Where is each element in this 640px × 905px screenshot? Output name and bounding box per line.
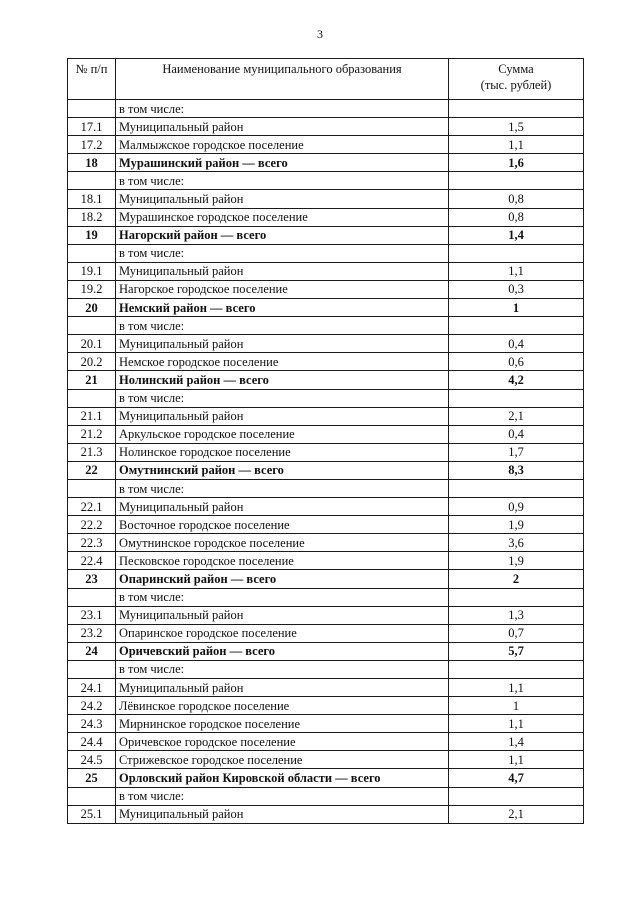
cell-number: 17.2 xyxy=(68,136,116,154)
table-row-total xyxy=(68,226,584,244)
cell-name: Нагорское городское поселение xyxy=(116,280,449,298)
cell-name: Муниципальный район xyxy=(116,679,449,697)
table-row-total xyxy=(68,299,584,317)
cell-number: 22.2 xyxy=(68,516,116,534)
cell-number: 23.1 xyxy=(68,606,116,624)
table-row xyxy=(68,606,584,624)
cell-name: Орловский район Кировской области — всего xyxy=(116,769,449,787)
cell-sum: 1 xyxy=(449,697,584,715)
cell-number: 18 xyxy=(68,154,116,172)
cell-name: Лёвинское городское поселение xyxy=(116,697,449,715)
table-row xyxy=(68,715,584,733)
cell-name: Оричевское городское поселение xyxy=(116,733,449,751)
table-row xyxy=(68,118,584,136)
cell-sum: 1,1 xyxy=(449,715,584,733)
table-row xyxy=(68,751,584,769)
cell-number: 22.1 xyxy=(68,498,116,516)
cell-name: Нолинское городское поселение xyxy=(116,443,449,461)
cell-number: 22 xyxy=(68,461,116,479)
table-row xyxy=(68,280,584,298)
table-row xyxy=(68,443,584,461)
cell-name: Муниципальный район xyxy=(116,498,449,516)
page-number: 3 xyxy=(317,27,323,41)
cell-sum xyxy=(449,660,584,678)
table-row-total xyxy=(68,642,584,660)
table-row xyxy=(68,733,584,751)
table-row xyxy=(68,190,584,208)
cell-name: Стрижевское городское поселение xyxy=(116,751,449,769)
cell-name: Нолинский район — всего xyxy=(116,371,449,389)
cell-sum: 1,9 xyxy=(449,516,584,534)
cell-name: Мурашинское городское поселение xyxy=(116,208,449,226)
table-row-subheading xyxy=(68,244,584,262)
cell-name: Малмыжское городское поселение xyxy=(116,136,449,154)
table-row xyxy=(68,498,584,516)
cell-number: 21 xyxy=(68,371,116,389)
budget-table xyxy=(67,58,584,824)
table-body xyxy=(68,100,584,824)
cell-name: в том числе: xyxy=(116,172,449,190)
table-row xyxy=(68,425,584,443)
cell-name: Опаринское городское поселение xyxy=(116,624,449,642)
cell-sum: 1,3 xyxy=(449,606,584,624)
cell-sum xyxy=(449,100,584,118)
cell-name: Песковское городское поселение xyxy=(116,552,449,570)
cell-name: Опаринский район — всего xyxy=(116,570,449,588)
cell-number xyxy=(68,244,116,262)
cell-sum: 1,4 xyxy=(449,226,584,244)
cell-name: Оричевский район — всего xyxy=(116,642,449,660)
cell-number: 19 xyxy=(68,226,116,244)
header-number: № п/п xyxy=(68,59,116,100)
table-row xyxy=(68,136,584,154)
table-row-subheading xyxy=(68,172,584,190)
cell-sum xyxy=(449,317,584,335)
cell-name: в том числе: xyxy=(116,787,449,805)
cell-sum: 1,1 xyxy=(449,751,584,769)
cell-sum xyxy=(449,588,584,606)
cell-sum: 1,5 xyxy=(449,118,584,136)
table-row-subheading xyxy=(68,317,584,335)
table-row-total xyxy=(68,154,584,172)
table-row-total xyxy=(68,371,584,389)
cell-sum: 2,1 xyxy=(449,805,584,823)
cell-name: Мурашинский район — всего xyxy=(116,154,449,172)
cell-number: 17.1 xyxy=(68,118,116,136)
table-row-total xyxy=(68,461,584,479)
table-row xyxy=(68,552,584,570)
cell-sum: 3,6 xyxy=(449,534,584,552)
cell-name: в том числе: xyxy=(116,588,449,606)
table-row-subheading xyxy=(68,479,584,497)
cell-name: Муниципальный район xyxy=(116,262,449,280)
cell-name: в том числе: xyxy=(116,100,449,118)
table-header-row xyxy=(68,59,584,100)
cell-number: 23.2 xyxy=(68,624,116,642)
table-row xyxy=(68,534,584,552)
cell-number: 20.2 xyxy=(68,353,116,371)
cell-sum: 4,2 xyxy=(449,371,584,389)
cell-sum xyxy=(449,172,584,190)
cell-number xyxy=(68,588,116,606)
table-row xyxy=(68,335,584,353)
cell-number xyxy=(68,172,116,190)
cell-number: 25 xyxy=(68,769,116,787)
cell-sum: 0,8 xyxy=(449,208,584,226)
cell-sum: 0,6 xyxy=(449,353,584,371)
cell-number: 24.3 xyxy=(68,715,116,733)
table-row xyxy=(68,208,584,226)
cell-name: Аркульское городское поселение xyxy=(116,425,449,443)
cell-number: 20.1 xyxy=(68,335,116,353)
cell-sum: 2 xyxy=(449,570,584,588)
table-row-subheading xyxy=(68,660,584,678)
cell-name: в том числе: xyxy=(116,660,449,678)
cell-sum: 0,7 xyxy=(449,624,584,642)
table-row xyxy=(68,262,584,280)
cell-number: 19.2 xyxy=(68,280,116,298)
cell-name: в том числе: xyxy=(116,244,449,262)
cell-number: 24 xyxy=(68,642,116,660)
table-row-subheading xyxy=(68,588,584,606)
table-row-total xyxy=(68,570,584,588)
cell-sum: 1,7 xyxy=(449,443,584,461)
cell-name: Немский район — всего xyxy=(116,299,449,317)
table-row xyxy=(68,353,584,371)
cell-name: Мирнинское городское поселение xyxy=(116,715,449,733)
cell-name: в том числе: xyxy=(116,317,449,335)
table-row-subheading xyxy=(68,787,584,805)
cell-number: 21.2 xyxy=(68,425,116,443)
cell-sum: 8,3 xyxy=(449,461,584,479)
cell-number: 24.2 xyxy=(68,697,116,715)
cell-number: 22.4 xyxy=(68,552,116,570)
cell-name: Восточное городское поселение xyxy=(116,516,449,534)
cell-sum: 1,1 xyxy=(449,679,584,697)
table-row xyxy=(68,624,584,642)
table-row-total xyxy=(68,769,584,787)
cell-sum: 0,4 xyxy=(449,335,584,353)
cell-name: Муниципальный район xyxy=(116,118,449,136)
cell-number: 18.2 xyxy=(68,208,116,226)
cell-sum: 0,3 xyxy=(449,280,584,298)
cell-number xyxy=(68,389,116,407)
cell-number: 20 xyxy=(68,299,116,317)
cell-sum: 1 xyxy=(449,299,584,317)
cell-sum: 4,7 xyxy=(449,769,584,787)
table-row-subheading xyxy=(68,389,584,407)
cell-sum: 0,9 xyxy=(449,498,584,516)
cell-number xyxy=(68,317,116,335)
cell-number: 24.4 xyxy=(68,733,116,751)
cell-sum: 1,9 xyxy=(449,552,584,570)
cell-name: в том числе: xyxy=(116,479,449,497)
cell-name: Омутнинский район — всего xyxy=(116,461,449,479)
table-row xyxy=(68,407,584,425)
cell-number: 22.3 xyxy=(68,534,116,552)
cell-name: Муниципальный район xyxy=(116,805,449,823)
cell-sum: 0,8 xyxy=(449,190,584,208)
cell-number xyxy=(68,100,116,118)
table-row xyxy=(68,516,584,534)
cell-name: в том числе: xyxy=(116,389,449,407)
cell-number: 21.1 xyxy=(68,407,116,425)
cell-sum xyxy=(449,479,584,497)
cell-name: Нагорский район — всего xyxy=(116,226,449,244)
cell-number xyxy=(68,787,116,805)
cell-name: Немское городское поселение xyxy=(116,353,449,371)
cell-sum: 1,1 xyxy=(449,262,584,280)
cell-name: Муниципальный район xyxy=(116,407,449,425)
table-row xyxy=(68,697,584,715)
cell-sum: 1,4 xyxy=(449,733,584,751)
cell-name: Муниципальный район xyxy=(116,335,449,353)
header-sum: Сумма (тыс. рублей) xyxy=(449,59,584,100)
cell-number: 19.1 xyxy=(68,262,116,280)
cell-sum: 1,1 xyxy=(449,136,584,154)
cell-sum xyxy=(449,389,584,407)
header-municipality-name: Наименование муниципального образования xyxy=(116,59,449,100)
cell-number: 24.1 xyxy=(68,679,116,697)
cell-number: 18.1 xyxy=(68,190,116,208)
cell-sum: 2,1 xyxy=(449,407,584,425)
cell-number xyxy=(68,660,116,678)
cell-number xyxy=(68,479,116,497)
cell-name: Омутнинское городское поселение xyxy=(116,534,449,552)
cell-sum: 0,4 xyxy=(449,425,584,443)
table-row xyxy=(68,805,584,823)
cell-name: Муниципальный район xyxy=(116,606,449,624)
cell-number: 21.3 xyxy=(68,443,116,461)
cell-sum: 1,6 xyxy=(449,154,584,172)
cell-number: 23 xyxy=(68,570,116,588)
table-row-subheading xyxy=(68,100,584,118)
cell-sum xyxy=(449,787,584,805)
cell-sum xyxy=(449,244,584,262)
cell-sum: 5,7 xyxy=(449,642,584,660)
cell-number: 25.1 xyxy=(68,805,116,823)
table-row xyxy=(68,679,584,697)
cell-number: 24.5 xyxy=(68,751,116,769)
cell-name: Муниципальный район xyxy=(116,190,449,208)
